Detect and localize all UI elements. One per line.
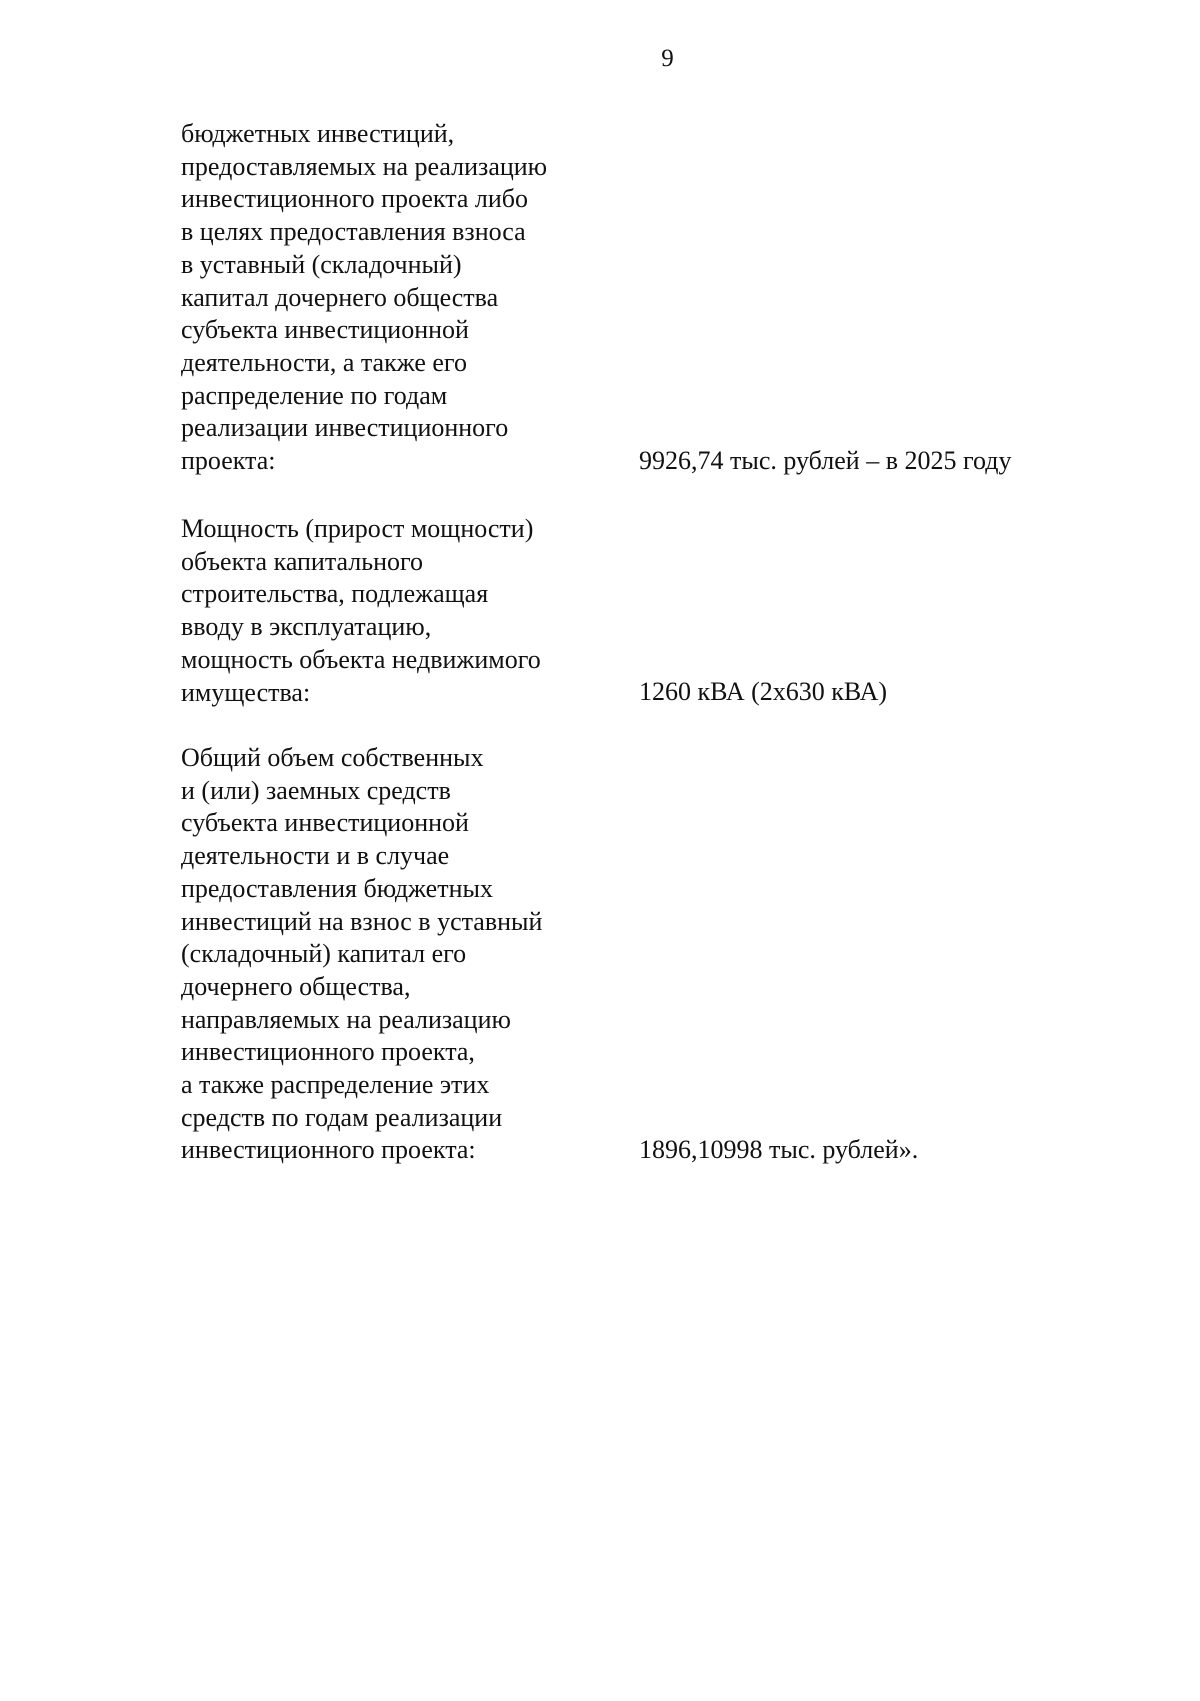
label-line: инвестиционного проекта, (181, 1037, 475, 1067)
label-line: объекта капитального (181, 546, 424, 576)
parameter-label (181, 742, 601, 1167)
label-line: а также распределение этих (181, 1070, 490, 1100)
label-line: инвестиционного проекта: (181, 1135, 476, 1165)
label-line: субъекта инвестиционной (181, 808, 469, 838)
label-line: и (или) заемных средств (181, 775, 451, 805)
parameter-label (181, 513, 601, 709)
label-line: предоставления бюджетных (181, 873, 493, 903)
label-line: субъекта инвестиционной (181, 315, 469, 345)
label-line: мощность объекта недвижимого (181, 644, 541, 674)
label-line: Мощность (прирост мощности) (181, 514, 534, 543)
parameter-row-own-funds (181, 742, 1101, 1167)
parameter-value: 1260 кВА (2х630 кВА) (639, 677, 888, 706)
label-line: направляемых на реализацию (181, 1004, 511, 1034)
label-line: предоставляемых на реализацию (181, 151, 548, 181)
parameter-value: 1896,10998 тыс. рублей». (639, 1135, 919, 1164)
parameter-value: 9926,74 тыс. рублей – в 2025 году (639, 446, 1012, 475)
label-line: имущества: (181, 677, 311, 707)
page-number: 9 (661, 45, 674, 72)
label-line: средств по годам реализации (181, 1102, 503, 1132)
label-line: дочернего общества, (181, 971, 411, 1001)
label-line: инвестиционного проекта либо (181, 184, 529, 214)
label-line: инвестиций на взнос в уставный (181, 906, 543, 936)
label-line: бюджетных инвестиций, (181, 119, 455, 148)
label-line: Общий объем собственных (181, 743, 484, 772)
label-line: вводу в эксплуатацию, (181, 612, 432, 642)
label-line: распределение по годам (181, 380, 448, 410)
parameter-row-budget-investments (181, 118, 1101, 478)
label-line: (складочный) капитал его (181, 939, 467, 969)
parameter-row-capacity (181, 513, 1101, 709)
label-line: капитал дочернего общества (181, 282, 499, 312)
label-line: в целях предоставления взноса (181, 217, 526, 247)
label-line: реализации инвестиционного (181, 413, 509, 443)
label-line: в уставный (складочный) (181, 249, 462, 279)
label-line: проекта: (181, 446, 276, 476)
label-line: деятельности, а также его (181, 347, 467, 377)
label-line: деятельности и в случае (181, 841, 450, 871)
parameter-label (181, 118, 601, 478)
label-line: строительства, подлежащая (181, 579, 489, 609)
